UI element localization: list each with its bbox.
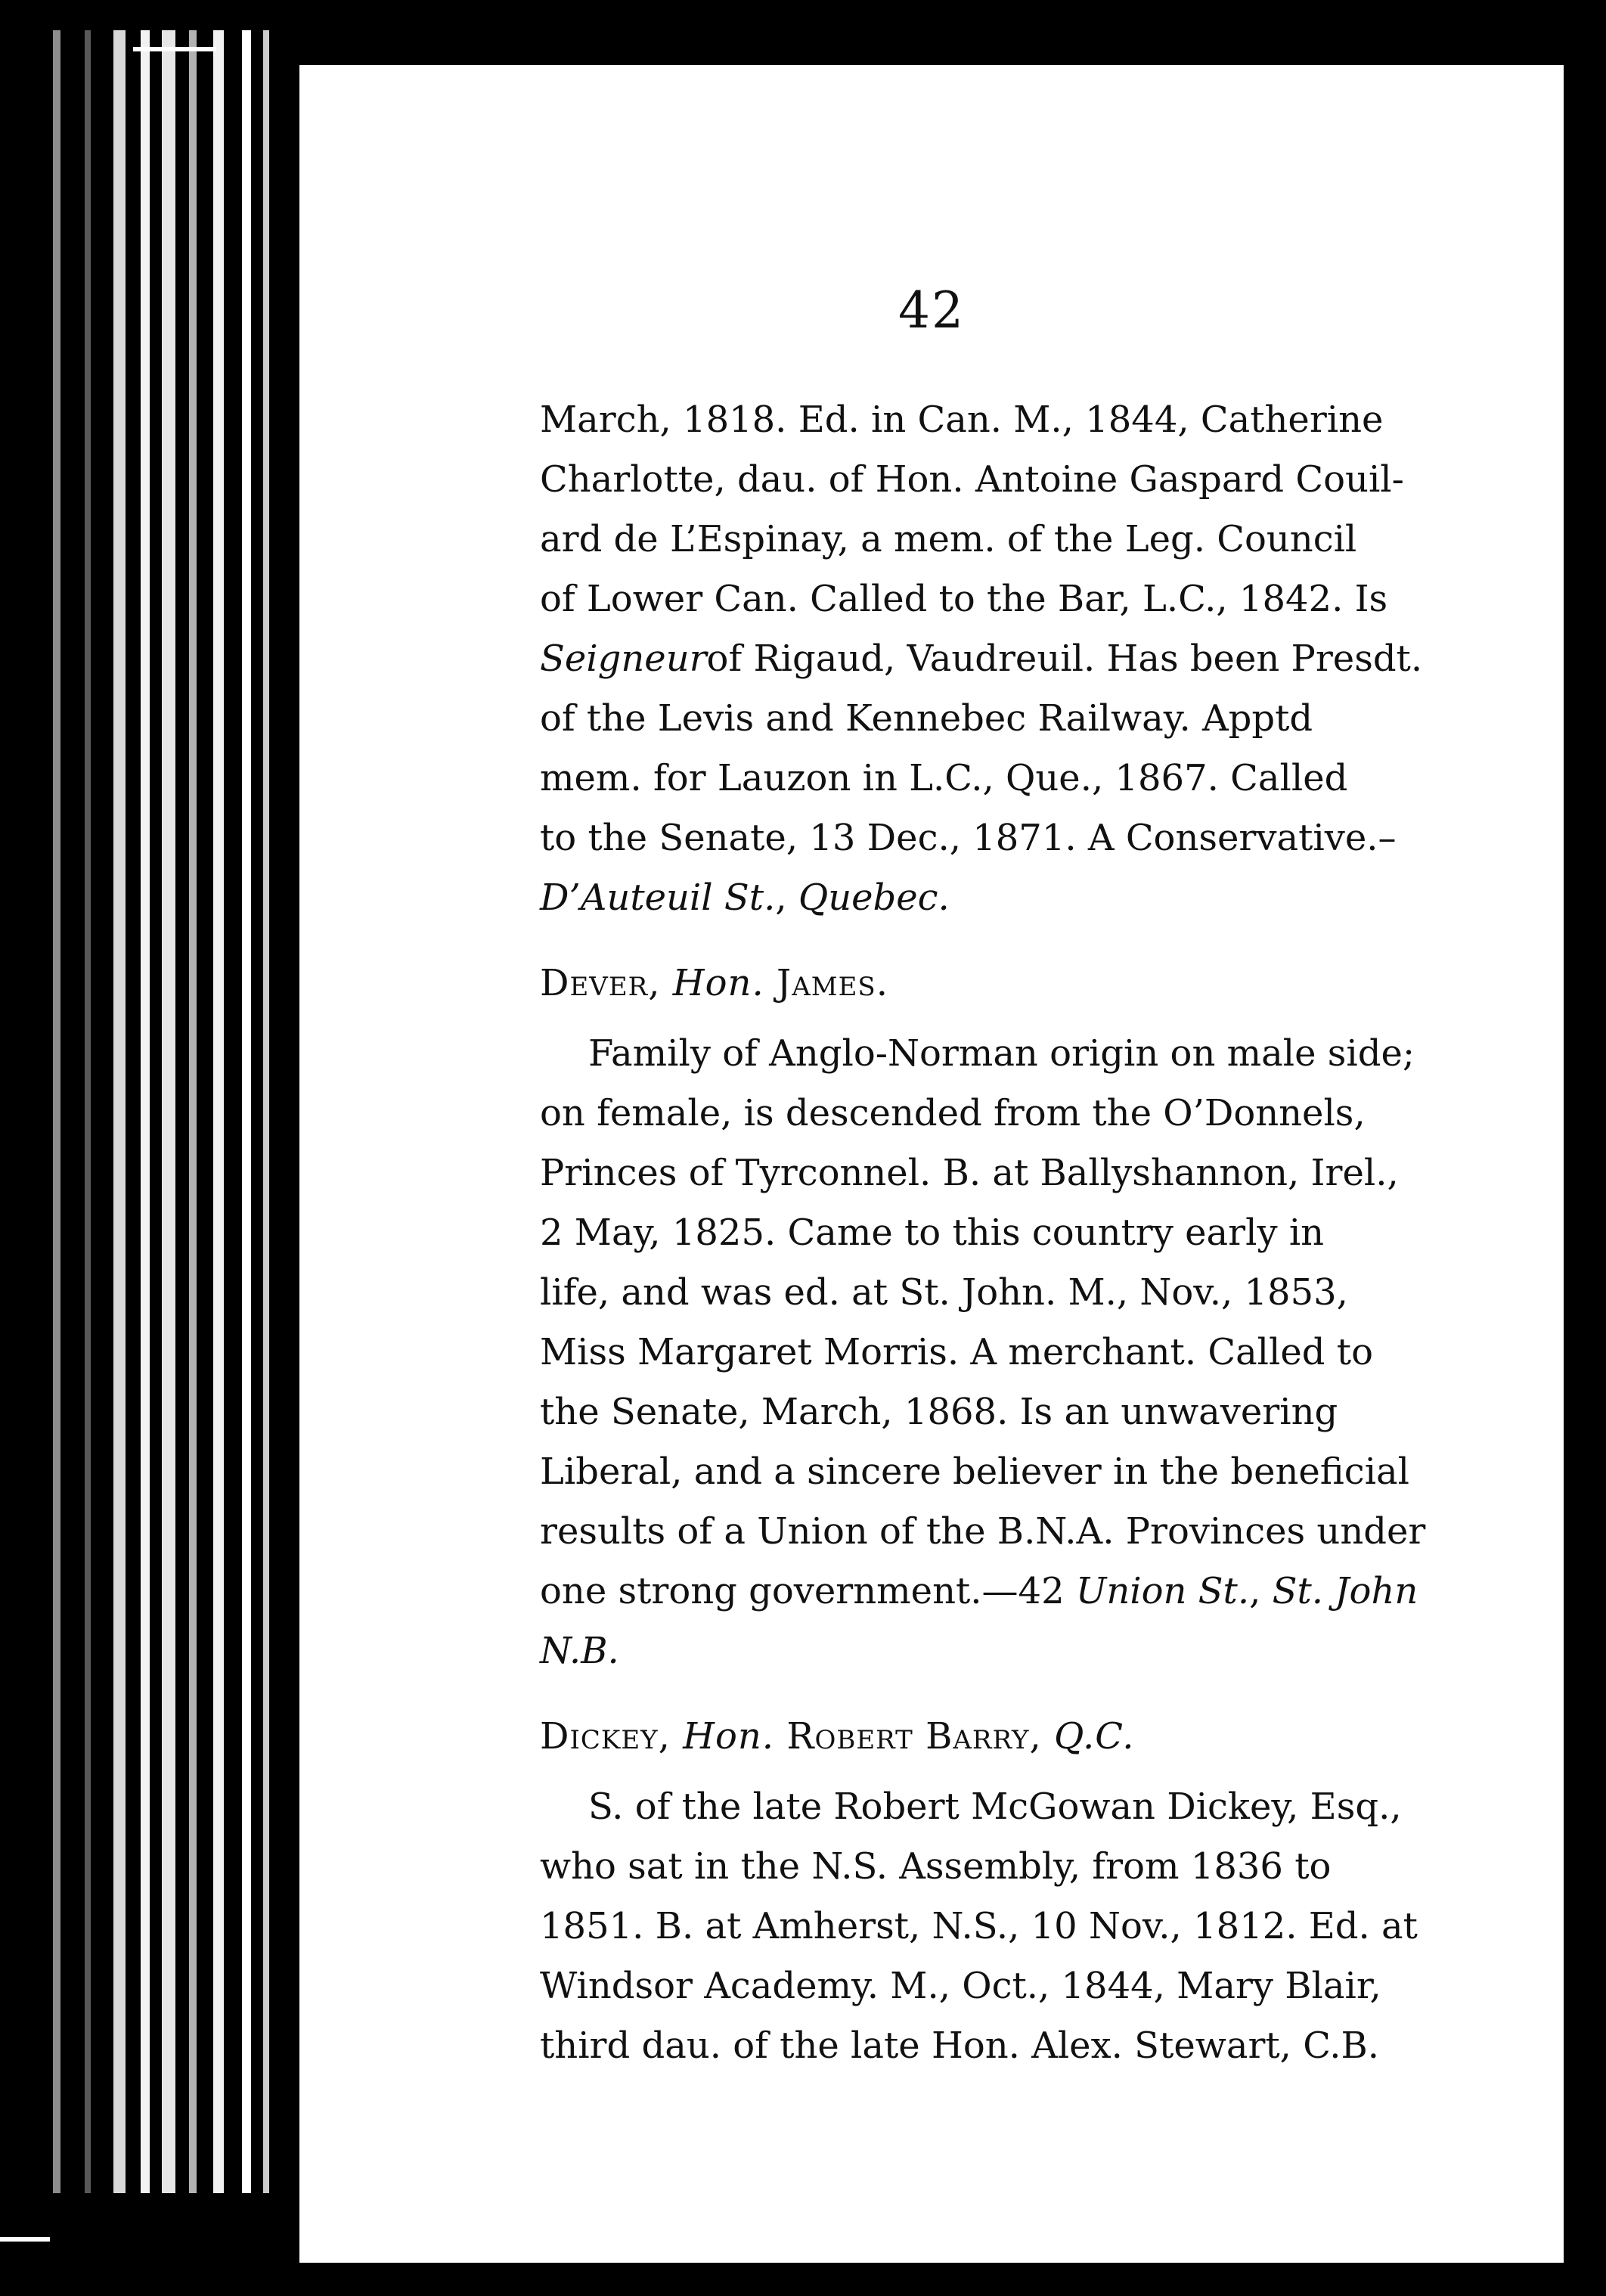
page-edge	[85, 30, 91, 2193]
text-line: third dau. of the late Hon. Alex. Stewart, C.B.	[540, 2025, 1379, 2067]
text-line: Charlotte, dau. of Hon. Antoine Gaspard Couil-	[540, 458, 1404, 501]
text-line: ard de L’Espinay, a mem. of the Leg. Council	[540, 518, 1357, 560]
text-line: mem. for Lauzon in L.C., Que., 1867. Called	[540, 757, 1348, 799]
text-line: on female, is descended from the O’Donnels,	[540, 1092, 1366, 1134]
text-line: the Senate, March, 1868. Is an unwavering	[540, 1391, 1338, 1433]
entry-heading: Dickey, Hon. Robert Barry, Q.C.	[540, 1715, 1135, 1758]
page-edge	[53, 30, 60, 2193]
text-line: 2 May, 1825. Came to this country early in	[540, 1212, 1325, 1254]
binding-mark	[133, 47, 216, 51]
binding-mark	[0, 2237, 50, 2242]
text-line: to the Senate, 13 Dec., 1871. A Conservative.–	[540, 817, 1397, 859]
book-page	[299, 65, 1564, 2263]
page-edge	[242, 30, 251, 2193]
entry-dickey	[540, 1707, 1553, 2076]
text-line: of the Levis and Kennebec Railway. Apptd	[540, 697, 1313, 740]
text-line: 1851. B. at Amherst, N.S., 10 Nov., 1812. Ed. at	[540, 1905, 1418, 1947]
entry-heading: Dever, Hon. James.	[540, 962, 888, 1004]
page-edge	[162, 30, 175, 2193]
text-line: Liberal, and a sincere believer in the beneficial	[540, 1451, 1410, 1493]
page-edge	[213, 30, 224, 2193]
text-line: one strong government.—42 Union St., St. John	[540, 1570, 1418, 1612]
text-line: who sat in the N.S. Assembly, from 1836 to	[540, 1845, 1332, 1888]
text-line: Seigneurof Rigaud, Vaudreuil. Has been Presdt.	[540, 638, 1423, 680]
text-line: of Lower Can. Called to the Bar, L.C., 1842. Is	[540, 578, 1388, 620]
text-line: March, 1818. Ed. in Can. M., 1844, Catherine	[540, 399, 1384, 441]
entry-continuation	[540, 390, 1553, 928]
text-line: Miss Margaret Morris. A merchant. Called to	[540, 1331, 1373, 1373]
page-number: 42	[898, 281, 965, 340]
text-line: life, and was ed. at St. John. M., Nov., 1853,	[540, 1271, 1348, 1314]
page-edge	[113, 30, 126, 2193]
text-line: Family of Anglo-Norman origin on male side;	[588, 1032, 1415, 1075]
text-line: Princes of Tyrconnel. B. at Ballyshannon, Irel.,	[540, 1152, 1399, 1194]
page-text	[540, 390, 1553, 2076]
text-line: Windsor Academy. M., Oct., 1844, Mary Blair,	[540, 1965, 1381, 2007]
text-line: S. of the late Robert McGowan Dickey, Esq.,	[588, 1786, 1402, 1828]
page-edge	[141, 30, 150, 2193]
page-edge	[263, 30, 269, 2193]
text-line: N.B.	[540, 1630, 619, 1672]
page-edge	[189, 30, 197, 2193]
text-line: results of a Union of the B.N.A. Provinces under	[540, 1510, 1426, 1553]
text-line: D’Auteuil St., Quebec.	[540, 877, 950, 919]
entry-dever	[540, 954, 1553, 1681]
